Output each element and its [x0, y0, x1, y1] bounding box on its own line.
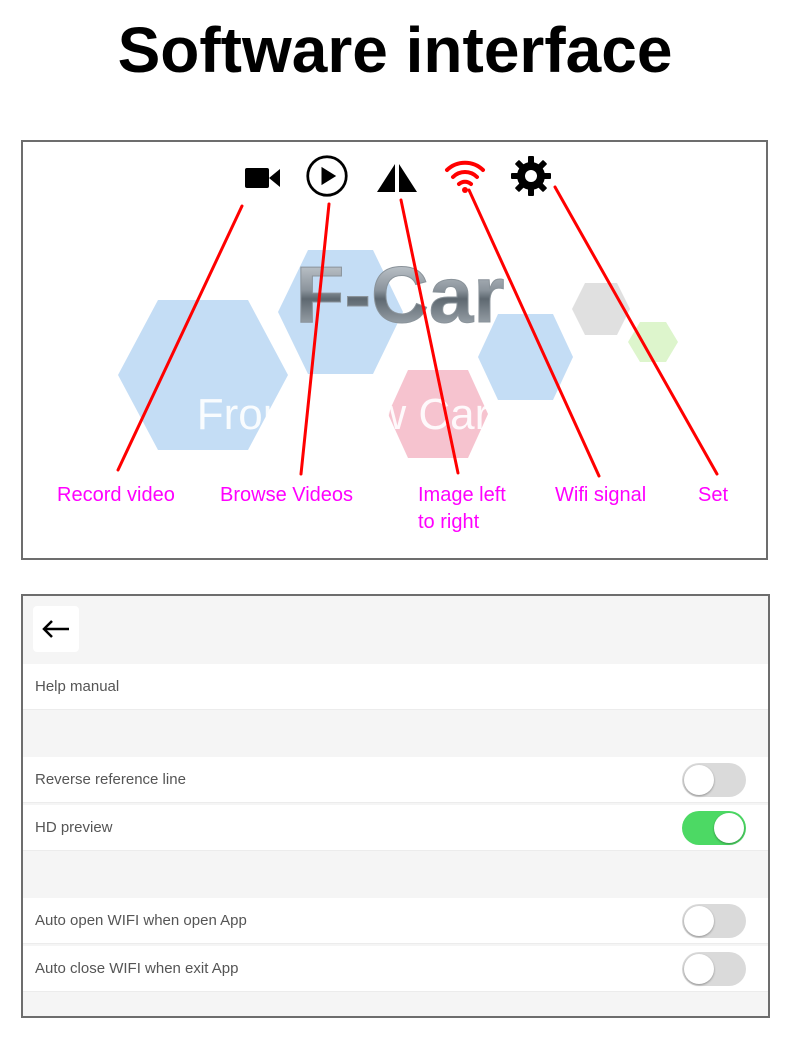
- toggle-knob: [714, 813, 744, 843]
- setting-row-hd-preview: [23, 805, 768, 851]
- page-title: Software interface: [117, 14, 673, 86]
- back-button[interactable]: [33, 606, 79, 652]
- setting-row-auto-open-wifi: [23, 898, 768, 944]
- record-video-button[interactable]: [241, 156, 285, 200]
- callout-set: Set: [698, 484, 729, 506]
- wifi-signal-button[interactable]: [443, 154, 487, 198]
- callout-wifi-signal: Wifi signal: [555, 484, 647, 506]
- callout-browse-videos: Browse Videos: [220, 484, 354, 506]
- auto-open-wifi-toggle[interactable]: [682, 904, 746, 938]
- toggle-knob: [684, 954, 714, 984]
- callout-record-video: Record video: [57, 484, 175, 506]
- browse-videos-button[interactable]: [305, 154, 349, 198]
- camera-view-panel: [21, 140, 768, 560]
- play-circle-icon: [305, 152, 349, 200]
- mirror-flip-icon: [375, 162, 419, 194]
- setting-row-reverse-line: [23, 757, 768, 803]
- hd-preview-toggle[interactable]: [682, 811, 746, 845]
- callout-image-flip: [418, 482, 506, 536]
- setting-label: Reverse reference line: [35, 771, 186, 788]
- reverse-line-toggle[interactable]: [682, 763, 746, 797]
- image-flip-button[interactable]: [375, 156, 419, 200]
- auto-close-wifi-toggle[interactable]: [682, 952, 746, 986]
- gear-icon: [509, 154, 553, 198]
- wifi-icon: [443, 156, 487, 196]
- video-camera-icon: [244, 164, 282, 192]
- settings-header: [23, 596, 768, 664]
- logo-text: F-Car: [295, 250, 505, 339]
- toggle-knob: [684, 906, 714, 936]
- setting-label: Auto open WIFI when open App: [35, 912, 247, 929]
- setting-row-auto-close-wifi: [23, 946, 768, 992]
- setting-label: Auto close WIFI when exit App: [35, 960, 239, 977]
- toggle-knob: [684, 765, 714, 795]
- help-manual-label: Help manual: [35, 678, 120, 695]
- setting-label: HD preview: [35, 819, 113, 836]
- help-manual-row[interactable]: [23, 664, 768, 710]
- arrow-left-icon: [41, 619, 71, 639]
- logo-subtitle: Front View Car: [196, 390, 490, 439]
- callout-image-flip-line2: to right: [418, 511, 480, 533]
- callout-image-flip-line1: Image left: [418, 484, 506, 506]
- hexagon-shape: [572, 283, 630, 335]
- settings-button[interactable]: [509, 154, 553, 198]
- settings-panel: [21, 594, 770, 1018]
